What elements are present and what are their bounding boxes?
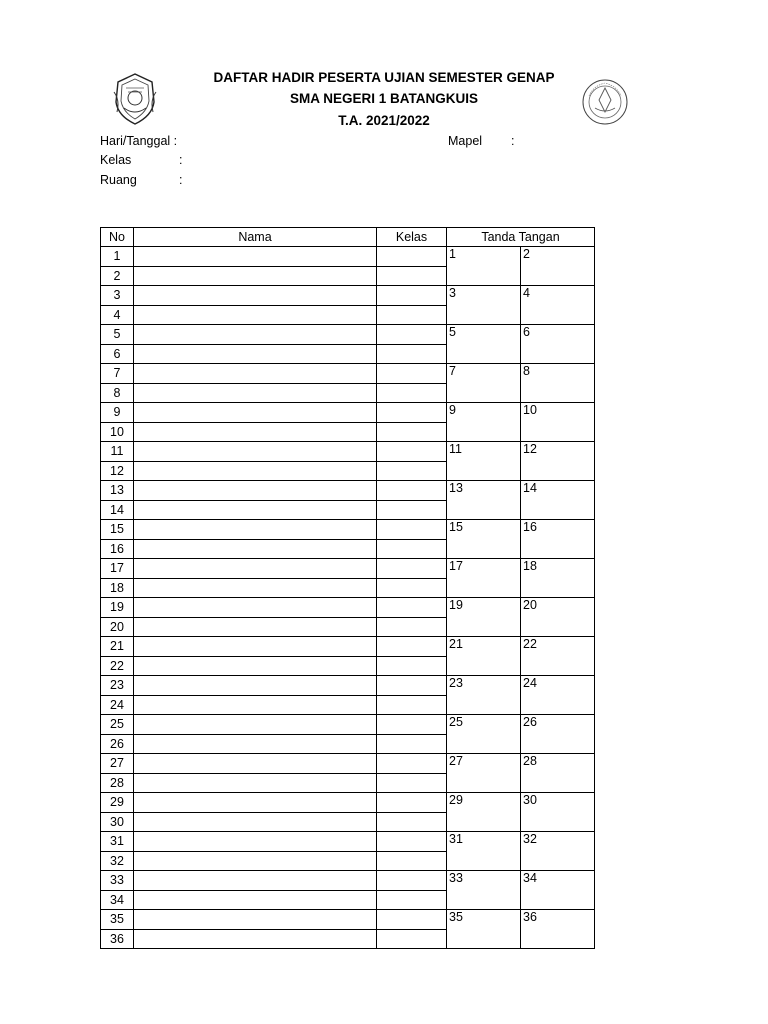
- class-cell[interactable]: [377, 325, 447, 345]
- signature-cell[interactable]: 31: [447, 832, 521, 871]
- signature-cell[interactable]: 5: [447, 325, 521, 364]
- class-cell[interactable]: [377, 520, 447, 540]
- class-cell[interactable]: [377, 344, 447, 364]
- signature-cell[interactable]: 27: [447, 754, 521, 793]
- class-cell[interactable]: [377, 734, 447, 754]
- row-number: 19: [101, 598, 134, 618]
- class-cell[interactable]: [377, 364, 447, 384]
- class-cell[interactable]: [377, 442, 447, 462]
- row-number: 33: [101, 871, 134, 891]
- class-cell[interactable]: [377, 656, 447, 676]
- class-cell[interactable]: [377, 559, 447, 579]
- class-cell[interactable]: [377, 812, 447, 832]
- academic-year: T.A. 2021/2022: [338, 113, 430, 128]
- header-nama: Nama: [134, 228, 377, 247]
- class-cell[interactable]: [377, 910, 447, 930]
- row-number: 31: [101, 832, 134, 852]
- class-cell[interactable]: [377, 481, 447, 501]
- table-row: [101, 364, 595, 384]
- row-number: 25: [101, 715, 134, 735]
- row-number: 18: [101, 578, 134, 598]
- row-number: 16: [101, 539, 134, 559]
- row-number: 36: [101, 929, 134, 949]
- row-number: 35: [101, 910, 134, 930]
- table-row: [101, 676, 595, 696]
- name-cell[interactable]: [134, 481, 377, 501]
- row-number: 3: [101, 286, 134, 306]
- table-row: [101, 871, 595, 891]
- row-number: 5: [101, 325, 134, 345]
- name-cell[interactable]: [134, 325, 377, 345]
- kelas-label: Kelas: [100, 153, 132, 167]
- class-cell[interactable]: [377, 578, 447, 598]
- name-cell[interactable]: [134, 676, 377, 696]
- row-number: 28: [101, 773, 134, 793]
- signature-cell[interactable]: 22: [521, 637, 595, 676]
- class-cell[interactable]: [377, 715, 447, 735]
- signature-cell[interactable]: 14: [521, 481, 595, 520]
- row-number: 15: [101, 520, 134, 540]
- name-cell[interactable]: [134, 500, 377, 520]
- signature-cell[interactable]: 10: [521, 403, 595, 442]
- class-cell[interactable]: [377, 305, 447, 325]
- name-cell[interactable]: [134, 656, 377, 676]
- name-cell[interactable]: [134, 773, 377, 793]
- class-cell[interactable]: [377, 851, 447, 871]
- row-number: 29: [101, 793, 134, 813]
- name-cell[interactable]: [134, 929, 377, 949]
- class-cell[interactable]: [377, 500, 447, 520]
- signature-cell[interactable]: 35: [447, 910, 521, 949]
- row-number: 2: [101, 266, 134, 286]
- name-cell[interactable]: [134, 754, 377, 774]
- class-cell[interactable]: [377, 773, 447, 793]
- table-row: [101, 481, 595, 501]
- signature-cell[interactable]: 23: [447, 676, 521, 715]
- name-cell[interactable]: [134, 871, 377, 891]
- row-number: 1: [101, 247, 134, 267]
- row-number: 12: [101, 461, 134, 481]
- table-row: [101, 403, 595, 423]
- signature-cell[interactable]: 28: [521, 754, 595, 793]
- signature-cell[interactable]: 3: [447, 286, 521, 325]
- signature-cell[interactable]: 2: [521, 247, 595, 286]
- row-number: 27: [101, 754, 134, 774]
- name-cell[interactable]: [134, 422, 377, 442]
- row-number: 34: [101, 890, 134, 910]
- name-cell[interactable]: [134, 286, 377, 306]
- signature-cell[interactable]: 19: [447, 598, 521, 637]
- row-number: 24: [101, 695, 134, 715]
- name-cell[interactable]: [134, 598, 377, 618]
- row-number: 32: [101, 851, 134, 871]
- name-cell[interactable]: [134, 364, 377, 384]
- row-number: 17: [101, 559, 134, 579]
- row-number: 7: [101, 364, 134, 384]
- hari-tanggal-label: Hari/Tanggal :: [100, 134, 178, 148]
- name-cell[interactable]: [134, 305, 377, 325]
- row-number: 23: [101, 676, 134, 696]
- name-cell[interactable]: [134, 637, 377, 657]
- signature-cell[interactable]: 29: [447, 793, 521, 832]
- name-cell[interactable]: [134, 266, 377, 286]
- class-cell[interactable]: [377, 676, 447, 696]
- name-cell[interactable]: [134, 578, 377, 598]
- table-row: [101, 910, 595, 930]
- table-row: [101, 637, 595, 657]
- class-cell[interactable]: [377, 617, 447, 637]
- class-cell[interactable]: [377, 754, 447, 774]
- class-cell[interactable]: [377, 695, 447, 715]
- school-name: SMA NEGERI 1 BATANGKUIS: [289, 91, 478, 106]
- name-cell[interactable]: [134, 403, 377, 423]
- row-number: 4: [101, 305, 134, 325]
- signature-cell[interactable]: 12: [521, 442, 595, 481]
- name-cell[interactable]: [134, 910, 377, 930]
- class-cell[interactable]: [377, 929, 447, 949]
- signature-cell[interactable]: 36: [521, 910, 595, 949]
- table-row: [101, 832, 595, 852]
- signature-cell[interactable]: 21: [447, 637, 521, 676]
- signature-cell[interactable]: 17: [447, 559, 521, 598]
- row-number: 14: [101, 500, 134, 520]
- table-row: [101, 325, 595, 345]
- name-cell[interactable]: [134, 247, 377, 267]
- row-number: 20: [101, 617, 134, 637]
- name-cell[interactable]: [134, 734, 377, 754]
- row-number: 9: [101, 403, 134, 423]
- table-row: [101, 598, 595, 618]
- row-number: 8: [101, 383, 134, 403]
- header-kelas: Kelas: [377, 228, 447, 247]
- mapel-label: Mapel: [448, 134, 483, 148]
- ruang-label: Ruang: [100, 173, 137, 187]
- row-number: 13: [101, 481, 134, 501]
- signature-cell[interactable]: 18: [521, 559, 595, 598]
- signature-cell[interactable]: 20: [521, 598, 595, 637]
- row-number: 22: [101, 656, 134, 676]
- signature-cell[interactable]: 25: [447, 715, 521, 754]
- table-row: [101, 442, 595, 462]
- table-row: [101, 247, 595, 267]
- signature-cell[interactable]: 32: [521, 832, 595, 871]
- signature-cell[interactable]: 8: [521, 364, 595, 403]
- name-cell[interactable]: [134, 695, 377, 715]
- header-tanda-tangan: Tanda Tangan: [447, 228, 595, 247]
- class-cell[interactable]: [377, 890, 447, 910]
- header-no: No: [101, 228, 134, 247]
- table-row: [101, 754, 595, 774]
- table-header-row: [101, 228, 595, 247]
- class-cell[interactable]: [377, 403, 447, 423]
- signature-cell[interactable]: 1: [447, 247, 521, 286]
- signature-cell[interactable]: 33: [447, 871, 521, 910]
- table-row: [101, 793, 595, 813]
- class-cell[interactable]: [377, 286, 447, 306]
- signature-cell[interactable]: 16: [521, 520, 595, 559]
- row-number: 11: [101, 442, 134, 462]
- signature-cell[interactable]: 6: [521, 325, 595, 364]
- signature-cell[interactable]: 9: [447, 403, 521, 442]
- mapel-colon: :: [511, 134, 515, 148]
- row-number: 26: [101, 734, 134, 754]
- name-cell[interactable]: [134, 617, 377, 637]
- name-cell[interactable]: [134, 344, 377, 364]
- class-cell[interactable]: [377, 832, 447, 852]
- class-cell[interactable]: [377, 247, 447, 267]
- class-cell[interactable]: [377, 461, 447, 481]
- name-cell[interactable]: [134, 812, 377, 832]
- name-cell[interactable]: [134, 832, 377, 852]
- row-number: 21: [101, 637, 134, 657]
- signature-cell[interactable]: 24: [521, 676, 595, 715]
- row-number: 30: [101, 812, 134, 832]
- name-cell[interactable]: [134, 383, 377, 403]
- row-number: 6: [101, 344, 134, 364]
- signature-cell[interactable]: 15: [447, 520, 521, 559]
- name-cell[interactable]: [134, 461, 377, 481]
- table-row: [101, 520, 595, 540]
- signature-cell[interactable]: 13: [447, 481, 521, 520]
- name-cell[interactable]: [134, 793, 377, 813]
- signature-cell[interactable]: 30: [521, 793, 595, 832]
- kelas-colon: :: [179, 153, 183, 167]
- signature-cell[interactable]: 34: [521, 871, 595, 910]
- class-cell[interactable]: [377, 539, 447, 559]
- name-cell[interactable]: [134, 520, 377, 540]
- row-number: 10: [101, 422, 134, 442]
- class-cell[interactable]: [377, 266, 447, 286]
- ruang-colon: :: [179, 173, 183, 187]
- class-cell[interactable]: [377, 422, 447, 442]
- signature-cell[interactable]: 7: [447, 364, 521, 403]
- name-cell[interactable]: [134, 539, 377, 559]
- name-cell[interactable]: [134, 442, 377, 462]
- signature-cell[interactable]: 4: [521, 286, 595, 325]
- class-cell[interactable]: [377, 871, 447, 891]
- name-cell[interactable]: [134, 851, 377, 871]
- document-title: DAFTAR HADIR PESERTA UJIAN SEMESTER GENAP: [213, 70, 555, 85]
- table-row: [101, 559, 595, 579]
- attendance-table: [100, 227, 595, 949]
- name-cell[interactable]: [134, 559, 377, 579]
- name-cell[interactable]: [134, 890, 377, 910]
- class-cell[interactable]: [377, 793, 447, 813]
- signature-cell[interactable]: 11: [447, 442, 521, 481]
- table-row: [101, 286, 595, 306]
- class-cell[interactable]: [377, 637, 447, 657]
- class-cell[interactable]: [377, 383, 447, 403]
- name-cell[interactable]: [134, 715, 377, 735]
- class-cell[interactable]: [377, 598, 447, 618]
- table-row: [101, 715, 595, 735]
- signature-cell[interactable]: 26: [521, 715, 595, 754]
